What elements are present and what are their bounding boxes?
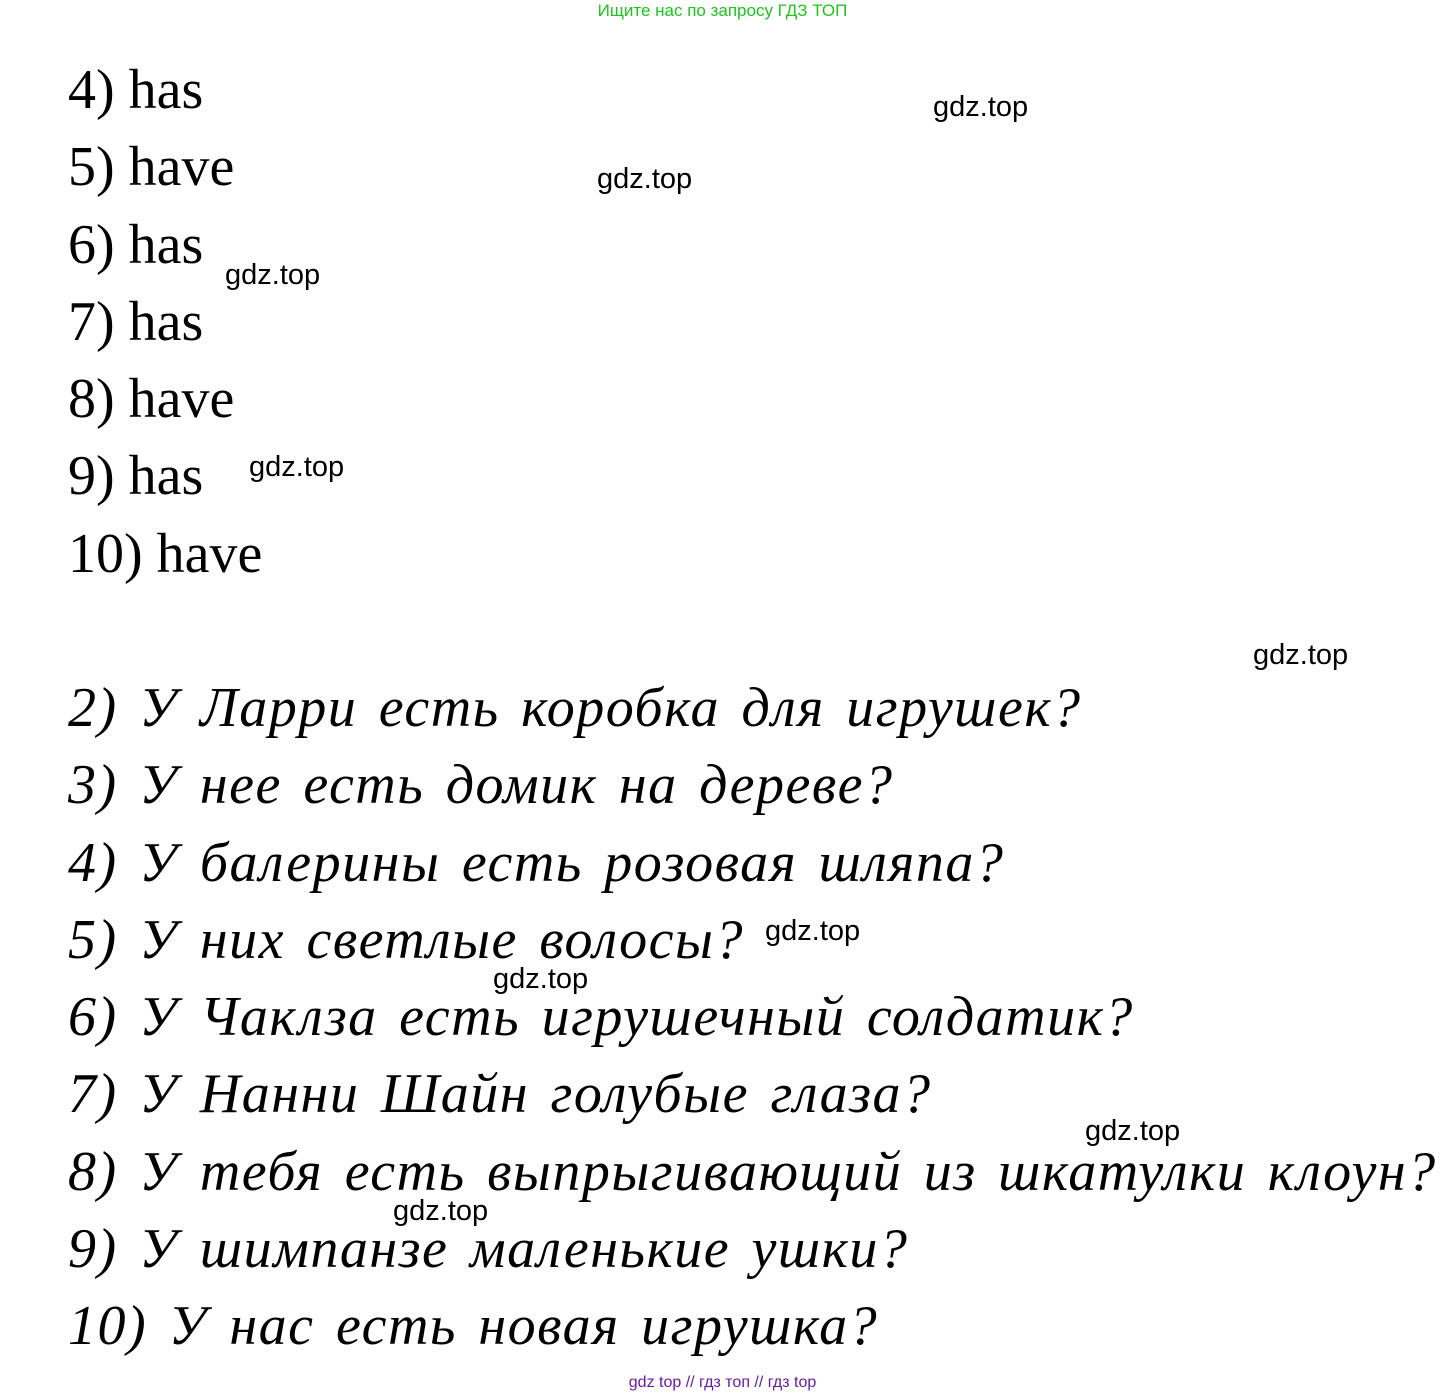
answer-item: 5) have xyxy=(68,136,235,199)
translation-item: 4) У балерины есть розовая шляпа? xyxy=(68,831,1005,894)
watermark: gdz.top xyxy=(1085,1115,1181,1147)
watermark: gdz.top xyxy=(249,451,345,483)
watermark: gdz.top xyxy=(597,163,693,195)
translation-item: 3) У нее есть домик на дереве? xyxy=(68,754,894,817)
translation-item: 5) У них светлые волосы? xyxy=(68,908,744,971)
translation-item: 7) У Нанни Шайн голубые глаза? xyxy=(68,1063,932,1126)
watermark: gdz.top xyxy=(1253,639,1349,671)
translation-item: 8) У тебя есть выпрыгивающий из шкатулки клоун? xyxy=(68,1140,1437,1203)
answer-item: 8) have xyxy=(68,368,235,431)
watermark: gdz.top xyxy=(493,963,589,995)
watermark: gdz.top xyxy=(393,1195,489,1227)
watermark: gdz.top xyxy=(225,259,321,291)
footer-links: gdz top // гдз топ // гдз top xyxy=(628,1374,817,1391)
top-banner: Ищите нас по запросу ГДЗ ТОП xyxy=(597,1,848,20)
translation-item: 2) У Ларри есть коробка для игрушек? xyxy=(68,677,1082,739)
translation-item: 10) У нас есть новая игрушка? xyxy=(68,1295,879,1358)
watermark: gdz.top xyxy=(765,915,861,947)
answer-item: 9) has xyxy=(68,445,204,508)
answers-list xyxy=(68,52,262,593)
answer-item: 10) have xyxy=(68,522,263,585)
translations-list xyxy=(68,670,1437,1366)
watermark: gdz.top xyxy=(933,91,1029,123)
translation-item: 9) У шимпанзе маленькие ушки? xyxy=(68,1218,909,1281)
answer-item: 4) has xyxy=(68,59,204,121)
answer-item: 6) has xyxy=(68,213,204,276)
answer-item: 7) has xyxy=(68,290,204,353)
translation-item: 6) У Чаклза есть игрушечный солдатик? xyxy=(68,986,1134,1049)
